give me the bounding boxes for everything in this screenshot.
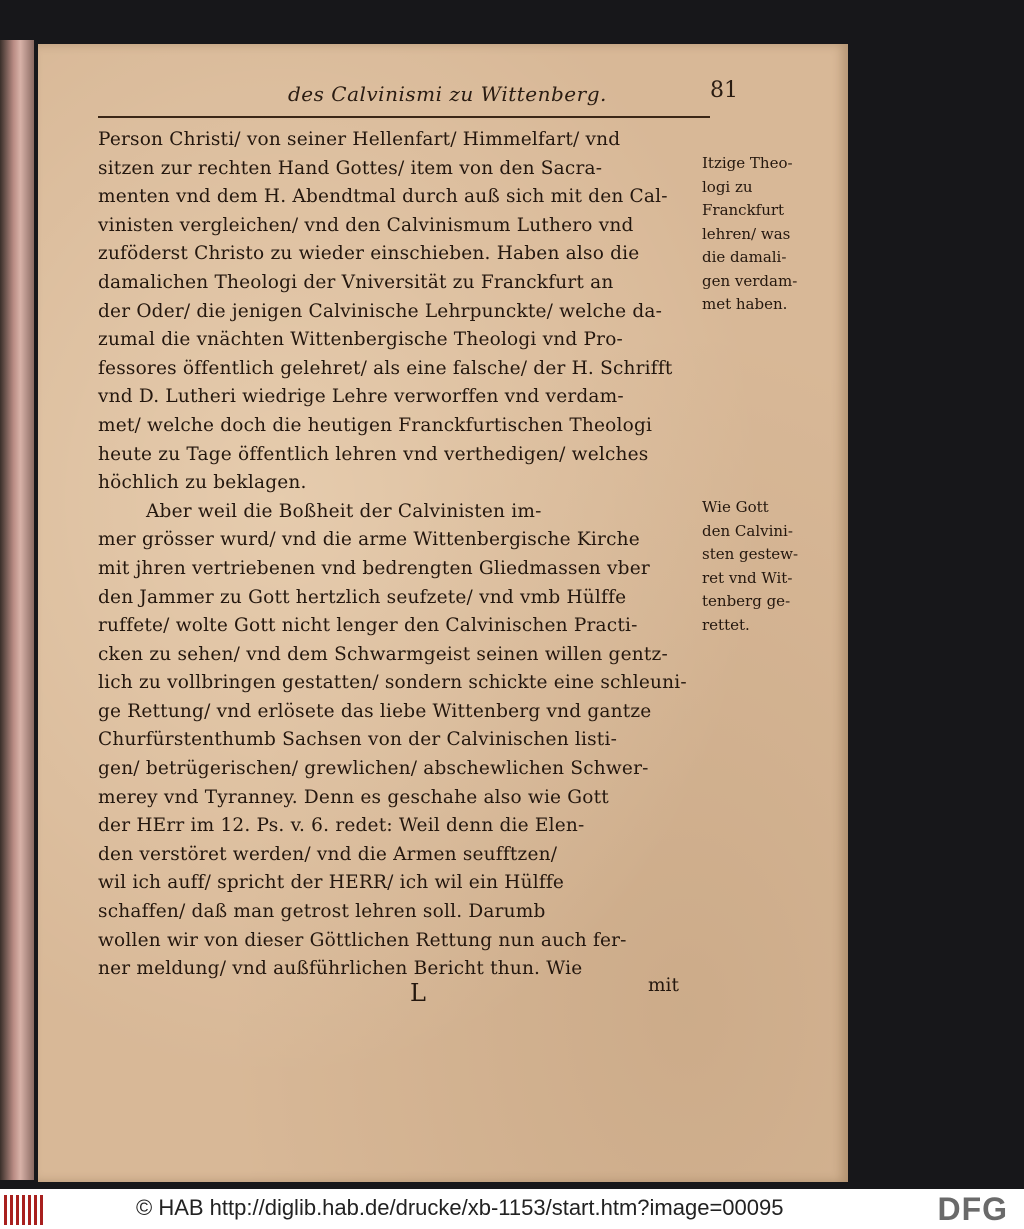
margin-line: tenberg ge-: [702, 592, 791, 610]
text-line: mit jhren vertriebenen vnd bedrengten Gliedmassen vber: [98, 557, 650, 579]
signature-mark: L: [410, 979, 426, 1007]
margin-note-rescue: [702, 496, 832, 637]
book-edge: [0, 40, 34, 1180]
margin-line: den Calvini-: [702, 521, 793, 540]
header-rule: [98, 116, 710, 118]
text-line: fessores öffentlich gelehret/ als eine falsche/ der H. Schrifft: [98, 357, 673, 379]
text-line: vnd D. Lutheri wiedrige Lehre verworffen vnd verdam-: [98, 386, 624, 408]
text-line: gen/ betrügerischen/ grewlichen/ abschewlichen Schwer-: [98, 758, 649, 780]
text-line: menten vnd dem H. Abendtmal durch auß sich mit den Cal-: [98, 186, 668, 208]
book-page: [38, 44, 848, 1182]
body-text: [98, 126, 718, 984]
margin-line: lehren/ was: [702, 224, 791, 243]
margin-line: die damali-: [702, 248, 787, 266]
text-line: damalichen Theologi der Vniversität zu Franckfurt an: [98, 271, 614, 293]
text-line: wollen wir von dieser Göttlichen Rettung nun auch fer-: [98, 929, 627, 951]
copyright-link[interactable]: © HAB http://diglib.hab.de/drucke/xb-1153/start.htm?image=00095: [136, 1195, 784, 1220]
footer-bar: [0, 1189, 1024, 1229]
text-line: wil ich auff/ spricht der HERR/ ich wil ein Hülffe: [98, 872, 565, 894]
running-title: des Calvinismi zu Wittenberg.: [288, 82, 607, 106]
running-head: [98, 74, 738, 114]
text-line: ner meldung/ vnd außführlichen Bericht thun. Wie: [98, 958, 583, 980]
text-line: den Jammer zu Gott hertzlich seufzete/ vnd vmb Hülffe: [98, 586, 627, 608]
margin-line: Itzige Theo-: [702, 154, 793, 172]
margin-line: met haben.: [702, 295, 788, 313]
text-line: met/ welche doch die heutigen Franckfurtischen Theologi: [98, 414, 653, 436]
text-line: merey vnd Tyranney. Denn es geschahe also wie Gott: [98, 786, 609, 808]
margin-line: sten gestew-: [702, 545, 799, 563]
text-line: lich zu vollbringen gestatten/ sondern schickte eine schleuni-: [98, 672, 687, 694]
text-line: den verstöret werden/ vnd die Armen seufftzen/: [98, 843, 558, 865]
margin-line: Franckfurt: [702, 201, 785, 219]
margin-line: gen verdam-: [702, 271, 798, 290]
margin-line: rettet.: [702, 615, 750, 634]
text-line: zuföderst Christo zu wieder einschieben. Haben also die: [98, 243, 640, 265]
text-line: zumal die vnächten Wittenbergische Theologi vnd Pro-: [98, 329, 624, 351]
margin-line: logi zu: [702, 177, 753, 196]
text-line: höchlich zu beklagen.: [98, 472, 307, 494]
text-line: heute zu Tage öffentlich lehren vnd verthedigen/ welches: [98, 443, 649, 465]
text-line: der Oder/ die jenigen Calvinische Lehrpunckte/ welche da-: [98, 300, 663, 322]
text-line: mer grösser wurd/ vnd die arme Wittenbergische Kirche: [98, 529, 640, 551]
text-line: Aber weil die Boßheit der Calvinisten im-: [146, 500, 542, 522]
text-line: ruffete/ wolte Gott nicht lenger den Calvinischen Practi-: [98, 615, 638, 637]
library-barcode-icon: [4, 1195, 44, 1225]
catchword: mit: [648, 975, 679, 996]
text-line: schaffen/ daß man getrost lehren soll. Darumb: [98, 901, 546, 923]
margin-note-current-theologians: [702, 152, 832, 317]
text-line: der HErr im 12. Ps. v. 6. redet: Weil denn die Elen-: [98, 815, 585, 837]
text-line: vinisten vergleichen/ vnd den Calvinismum Luthero vnd: [98, 214, 634, 236]
page-number: 81: [710, 78, 738, 103]
text-line: Churfürstenthumb Sachsen von der Calvinischen listi-: [98, 729, 618, 751]
dfg-logo: DFG: [937, 1191, 1008, 1227]
margin-line: ret vnd Wit-: [702, 568, 793, 587]
text-line: sitzen zur rechten Hand Gottes/ item von den Sacra-: [98, 157, 603, 179]
text-line: cken zu sehen/ vnd dem Schwarmgeist seinen willen gentz-: [98, 643, 668, 665]
margin-line: Wie Gott: [702, 498, 769, 516]
text-line: Person Christi/ von seiner Hellenfart/ Himmelfart/ vnd: [98, 129, 621, 150]
text-line: ge Rettung/ vnd erlösete das liebe Wittenberg vnd gantze: [98, 700, 652, 722]
